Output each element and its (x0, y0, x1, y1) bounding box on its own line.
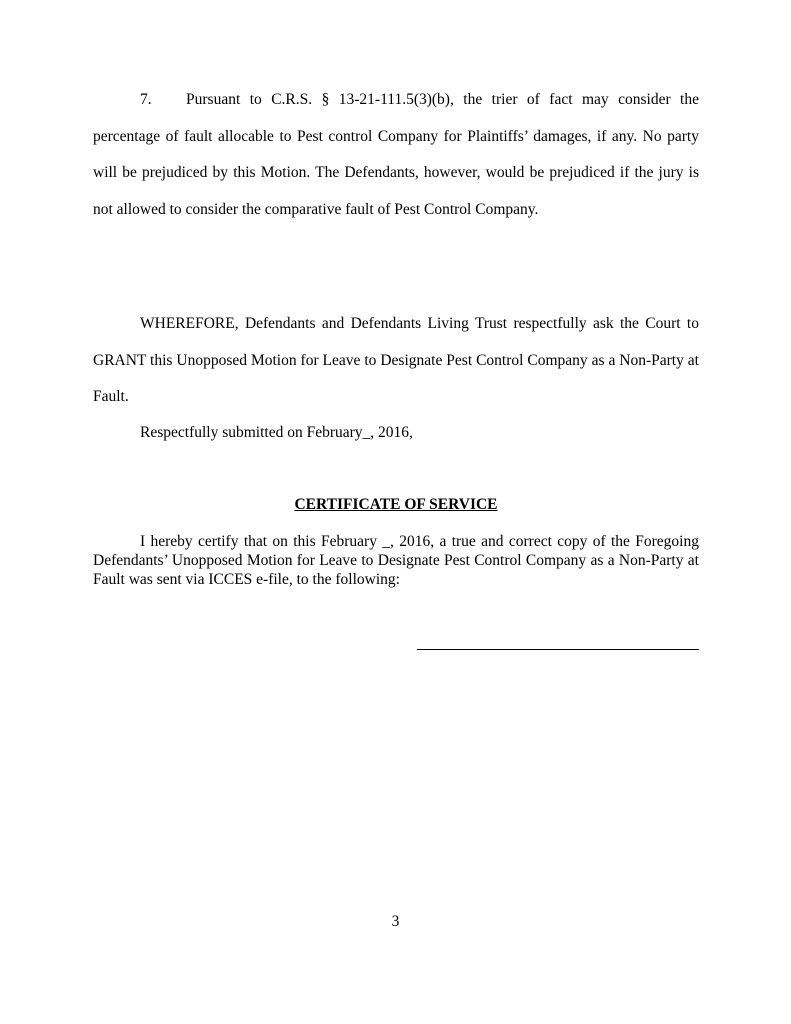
paragraph-7-text: Pursuant to C.R.S. § 13-21-111.5(3)(b), the trier of fact may consider the percentage of fault allocable to Pest control Company for Plaintiffs’ damages, if any. No party will be prejudiced by this Motion. The Defendants, however, would be prejudiced if the jury is not allowed to consider the comparative fault of Pest Control Company. (93, 91, 699, 218)
paragraph-7 (93, 82, 699, 228)
certificate-body: I hereby certify that on this February _, 2016, a true and correct copy of the Foregoing Defendants’ Unopposed Motion for Leave to Designate Pest Control Company as a Non-Party at Fault was sent via ICCES e-file, to the following: (93, 533, 699, 588)
paragraph-number: 7. (140, 91, 152, 108)
page-number: 3 (391, 913, 400, 930)
signature-line (417, 649, 699, 650)
certificate-heading: CERTIFICATE OF SERVICE (294, 496, 498, 513)
submission-line: Respectfully submitted on February_, 2016, (140, 424, 413, 441)
wherefore-paragraph: WHEREFORE, Defendants and Defendants Living Trust respectfully ask the Court to GRANT this Unopposed Motion for Leave to Designate Pest Control Company as a Non-Party at Fault. (93, 315, 699, 405)
